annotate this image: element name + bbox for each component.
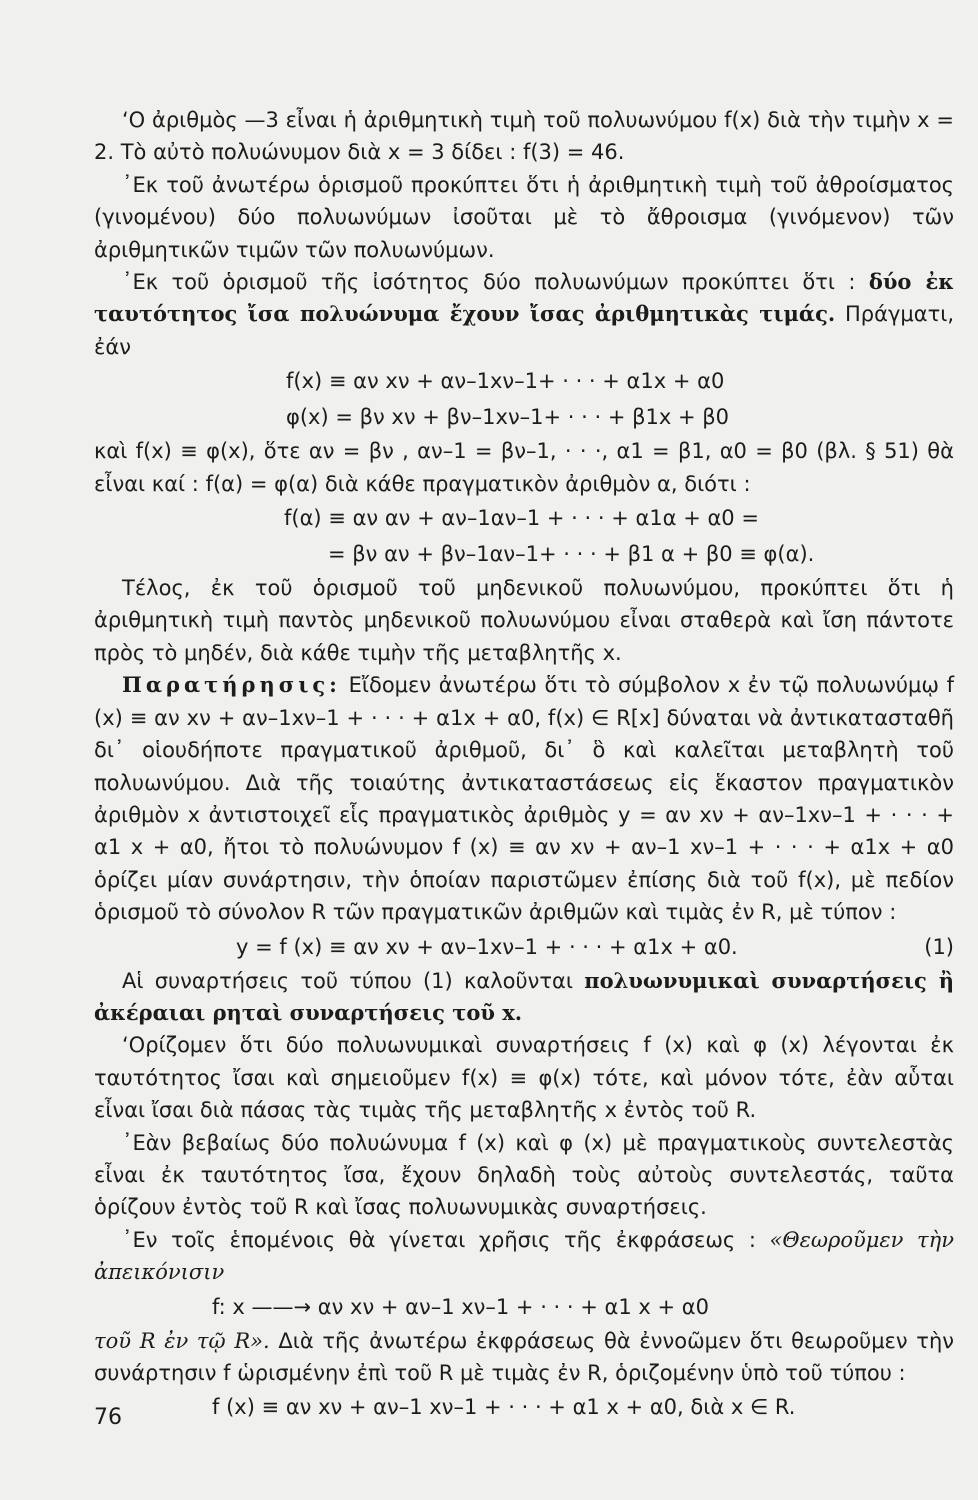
equation-1 bbox=[94, 929, 954, 965]
paragraph-zero-polynomial: Τέλος, ἐκ τοῦ ὁρισμοῦ τοῦ μηδενικοῦ πολυωνύμου, προκύπτει ὅτι ἡ ἀριθμητικὴ τιμὴ παντὸς μηδενικοῦ πολυωνύμου εἶναι σταθερὰ καὶ ἴση πάντοτε πρὸς τὸ μηδέν, διὰ κάθε τιμὴν τῆς μεταβλητῆς x. bbox=[94, 576, 954, 665]
identity-intro: ᾿Εκ τοῦ ὁρισμοῦ τῆς ἰσότητος δύο πολυωνύμων προκύπτει ὅτι : bbox=[122, 270, 869, 295]
paragraph-coefficients: καὶ f(x) ≡ φ(x), ὅτε αν = βν , αν–1 = βν–1, · · ·, α1 = β1, α0 = β0 (βλ. § 51) θὰ εἶναι καί : f(α) = φ(α) διὰ κάθε πραγματικὸν ἀριθμὸν α, διότι : bbox=[94, 439, 954, 496]
paragraph-sum-product: ᾿Εκ τοῦ ἀνωτέρω ὁρισμοῦ προκύπτει ὅτι ἡ ἀριθμητικὴ τιμὴ τοῦ ἀθροίσματος (γινομένου) δύο πολυωνύμων ἰσοῦται μὲ τὸ ἄθροισμα (γινόμενον) τῶν ἀριθμητικῶν τιμῶν τῶν πολυωνύμων. bbox=[94, 172, 954, 262]
poly-functions-term: πολυωνυμικαὶ συναρτήσεις ἢ ἀκέραιαι ρηταὶ συναρτήσεις τοῦ x. bbox=[94, 967, 954, 1025]
paragraph-mapping-explanation bbox=[94, 1325, 954, 1390]
equation-f-alpha: f(α) ≡ αν αν + αν–1αν–1 + · · · + α1α + α0 = bbox=[284, 506, 759, 531]
equation-mapping: f: x ——→ αν xν + αν–1 xν–1 + · · · + α1 x + α0 bbox=[212, 1294, 709, 1319]
page-number: 76 bbox=[94, 1405, 122, 1430]
remark-text: Εἴδομεν ἀνωτέρω ὅτι τὸ σύμβολον x ἐν τῷ πολυωνύμῳ f (x) ≡ αν xν + αν–1xν–1 + · · · + α1x + α0, f(x) ∈ R[x] δύναται νὰ ἀντικατασταθῆ δι᾿ οἱουδήποτε πραγματικοῦ ἀριθμοῦ, δι᾿ ὃ καὶ καλεῖται μεταβλητὴ τοῦ πολυωνύμου. Διὰ τῆς τοιαύτης ἀντικαταστάσεως εἰς ἕκαστον πραγματικὸν ἀριθμὸν x ἀντιστοιχεῖ εἷς πραγματικὸς ἀριθμὸς y = αν xν + αν–1xν–1 + · · · + α1 x + α0, ἤτοι τὸ πολυώνυμον f (x) ≡ αν xν + αν–1 xν–1 + · · · + α1x + α0 ὁρίζει μίαν συνάρτησιν, τὴν ὁποίαν παριστῶμεν ἐπίσης διὰ τοῦ f(x), μὲ πεδίον ὁρισμοῦ τὸ σύνολον R τῶν πραγματικῶν ἀριθμῶν καὶ τιμὰς ἐν R, μὲ τύπον : bbox=[94, 673, 954, 925]
mapping-intro-text: ᾿Εν τοῖς ἑπομένοις θὰ γίνεται χρῆσις τῆς ἐκφράσεως : bbox=[122, 1227, 770, 1252]
page-body bbox=[94, 104, 954, 1425]
equation-1-body: y = f (x) ≡ αν xν + αν–1xν–1 + · · · + α1x + α0. bbox=[236, 934, 738, 959]
remark-label: Παρατήρησις: bbox=[122, 672, 341, 698]
mapping-intro-italic: «Θεωροῦμεν τὴν ἀπεικόνισιν bbox=[94, 1227, 954, 1285]
paragraph-identity bbox=[94, 266, 954, 363]
paragraph-real-coefficients: ᾿Εὰν βεβαίως δύο πολυώνυμα f (x) καὶ φ (x) μὲ πραγματικοὺς συντελεστὰς εἶναι ἐκ ταυτότητος ἴσα, ἔχουν δηλαδὴ τοὺς αὐτοὺς συντελεστάς, ταῦτα ὁρίζουν ἐντὸς τοῦ R καὶ ἴσας πολυωνυμικὰς συναρτήσεις. bbox=[94, 1130, 954, 1220]
paragraph-mapping-intro bbox=[94, 1224, 954, 1289]
mapping-italic: τοῦ R ἐν τῷ R». bbox=[94, 1328, 270, 1353]
identity-theorem: δύο ἐκ ταυτότητος ἴσα πολυώνυμα ἔχουν ἴσας ἀριθμητικὰς τιμάς. bbox=[94, 269, 954, 327]
paragraph-identity-definition: ‘Ορίζομεν ὅτι δύο πολυωνυμικαὶ συναρτήσεις f (x) καὶ φ (x) λέγονται ἐκ ταυτότητος ἴσαι καὶ σημειοῦμεν f(x) ≡ φ(x) τότε, καὶ μόνον τότε, ἐὰν αὗται εἶναι ἴσαι διὰ πάσας τὰς τιμὰς τῆς μεταβλητῆς x ἐντὸς τοῦ R. bbox=[94, 1033, 954, 1123]
equation-phi-alpha: = βν αν + βν–1αν–1+ · · · + β1 α + β0 ≡ φ(α). bbox=[328, 542, 815, 567]
paragraph-remark bbox=[94, 669, 954, 928]
poly-functions-intro: Αἱ συναρτήσεις τοῦ τύπου (1) καλοῦνται bbox=[122, 968, 585, 993]
identity-proof-start: Πράγματι, ἐάν bbox=[94, 302, 954, 359]
paragraph-polynomial-functions bbox=[94, 965, 954, 1030]
equation-final: f (x) ≡ αν xν + αν–1 xν–1 + · · · + α1 x + α0, διὰ x ∈ R. bbox=[212, 1395, 796, 1420]
paragraph-example-value: ‘Ο ἀριθμὸς —3 εἶναι ἡ ἀριθμητικὴ τιμὴ τοῦ πολυωνύμου f(x) διὰ τὴν τιμὴν x = 2. Τὸ αὐτὸ πολυώνυμον διὰ x = 3 δίδει : f(3) = 46. bbox=[94, 108, 954, 165]
equation-1-number: (1) bbox=[924, 934, 954, 959]
mapping-explanation-text: Διὰ τῆς ἀνωτέρω ἐκφράσεως θὰ ἐννοῶμεν ὅτι θεωροῦμεν τὴν συνάρτησιν f ὡρισμένην ἐπὶ τοῦ R μὲ τιμὰς ἐν R, ὁριζομένην ὑπὸ τοῦ τύπου : bbox=[94, 1328, 954, 1385]
equation-f: f(x) ≡ αν xν + αν–1xν–1+ · · · + α1x + α0 bbox=[286, 369, 725, 394]
equation-phi: φ(x) = βν xν + βν–1xν–1+ · · · + β1x + β0 bbox=[286, 405, 730, 430]
